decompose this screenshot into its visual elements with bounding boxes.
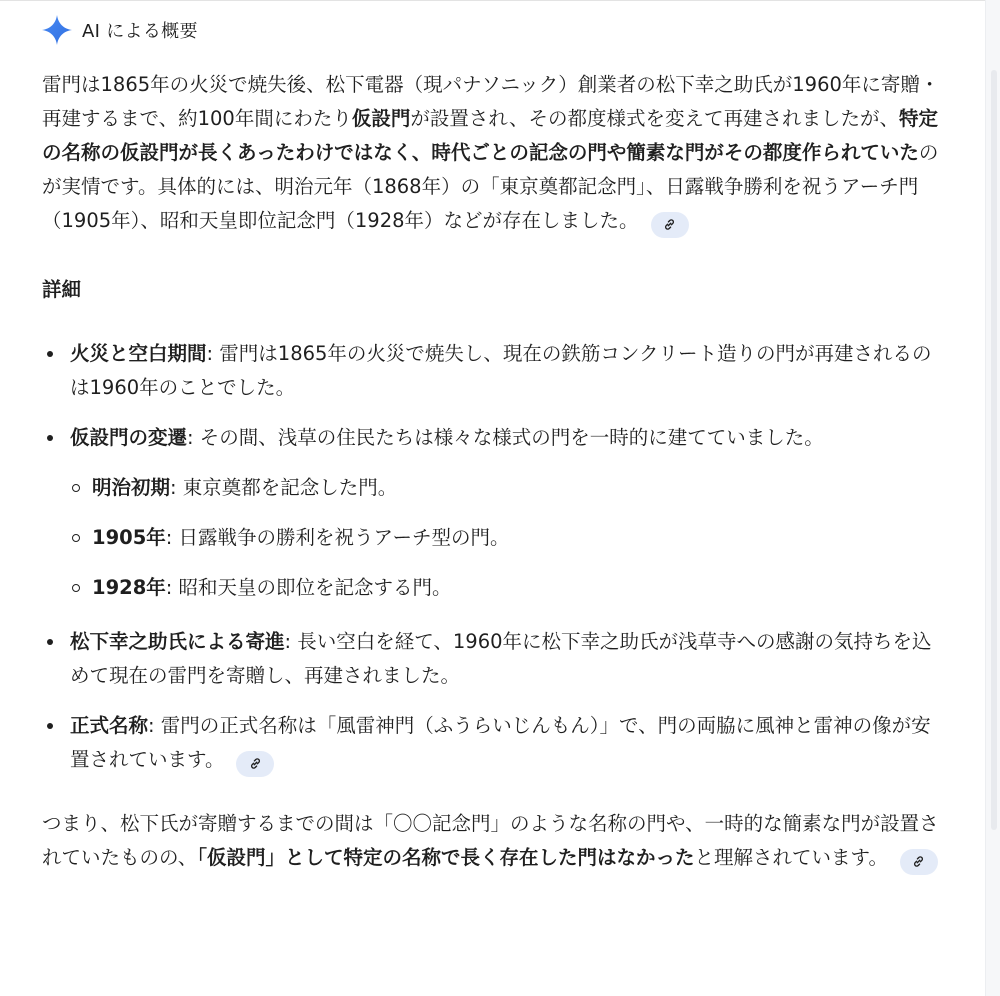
details-heading: 詳細 (42, 278, 82, 301)
source-link-chip[interactable] (236, 751, 274, 777)
list-item (42, 337, 942, 405)
intro-bold-2: 特定の名称の仮設門が長くあったわけではなく、時代ごとの記念の門や簡素な門がその都度作られていた (42, 107, 939, 164)
scrollbar-track[interactable] (985, 0, 1000, 996)
ai-overview-title: AI による概要 (82, 21, 198, 42)
details-list (42, 337, 942, 777)
sub-list (70, 471, 942, 605)
bullet-text: : その間、浅草の住民たちは様々な様式の門を一時的に建てていました。 (187, 426, 824, 449)
bullet-title: 火災と空白期間 (70, 342, 207, 365)
gemini-sparkle-icon (40, 13, 74, 47)
bullet-title: 仮設門の変遷 (70, 426, 188, 449)
sub-item-text: : 日露戦争の勝利を祝うアーチ型の門。 (165, 526, 510, 549)
summary-paragraph (42, 807, 942, 875)
intro-bold-1: 仮設門 (351, 107, 411, 130)
link-icon (662, 217, 677, 232)
top-border (0, 0, 1000, 1)
bullet-text: : 長い空白を経て、1960年に松下幸之助氏が浅草寺への感謝の気持ちを込めて現在の雷門を寄贈し、再建されました。 (70, 630, 932, 687)
bullet-text: : 雷門の正式名称は「風雷神門（ふうらいじんもん）」で、門の両脇に風神と雷神の像が安置されています。 (70, 714, 931, 771)
summary-text-2: と理解されています。 (694, 846, 888, 869)
link-icon (911, 854, 926, 869)
ai-overview-header (40, 12, 198, 48)
bullet-title: 松下幸之助氏による寄進 (70, 630, 285, 653)
summary-bold: 「仮設門」として特定の名称で長く存在した門はなかった (197, 846, 695, 869)
sub-list-item (70, 471, 942, 505)
intro-text-2: が設置され、その都度様式を変えて再建されましたが、 (410, 107, 900, 130)
bullet-title: 正式名称 (70, 714, 149, 737)
sub-item-text: : 東京奠都を記念した門。 (170, 476, 398, 499)
sub-item-title: 1928年 (92, 576, 166, 599)
intro-paragraph (42, 68, 942, 238)
sub-list-item (70, 521, 942, 555)
sub-item-text: : 昭和天皇の即位を記念する門。 (165, 576, 452, 599)
intro-text-3: のが実情です。具体的には、明治元年（1868年）の「東京奠都記念門」、日露戦争勝利を祝うアーチ門（1905年）、昭和天皇即位記念門（1928年）などが存在しました。 (42, 141, 939, 232)
sub-list-item (70, 571, 942, 605)
overview-content (42, 68, 942, 875)
list-item (42, 625, 942, 693)
summary-text-1: つまり、松下氏が寄贈するまでの間は「〇〇記念門」のような名称の門や、一時的な簡素な門が設置されていたものの、 (42, 812, 939, 869)
link-icon (248, 756, 263, 771)
source-link-chip[interactable] (651, 212, 689, 238)
bullet-text: : 雷門は1865年の火災で焼失し、現在の鉄筋コンクリート造りの門が再建されるのは1960年のことでした。 (70, 342, 932, 399)
scrollbar-thumb[interactable] (991, 70, 997, 830)
sub-item-title: 1905年 (92, 526, 166, 549)
intro-text-1: 雷門は1865年の火災で焼失後、松下電器（現パナソニック）創業者の松下幸之助氏が1960年に寄贈・再建するまで、約100年間にわたり (42, 73, 940, 130)
sub-item-title: 明治初期 (92, 476, 171, 499)
list-item (42, 709, 942, 777)
source-link-chip[interactable] (900, 849, 938, 875)
list-item (42, 421, 942, 605)
